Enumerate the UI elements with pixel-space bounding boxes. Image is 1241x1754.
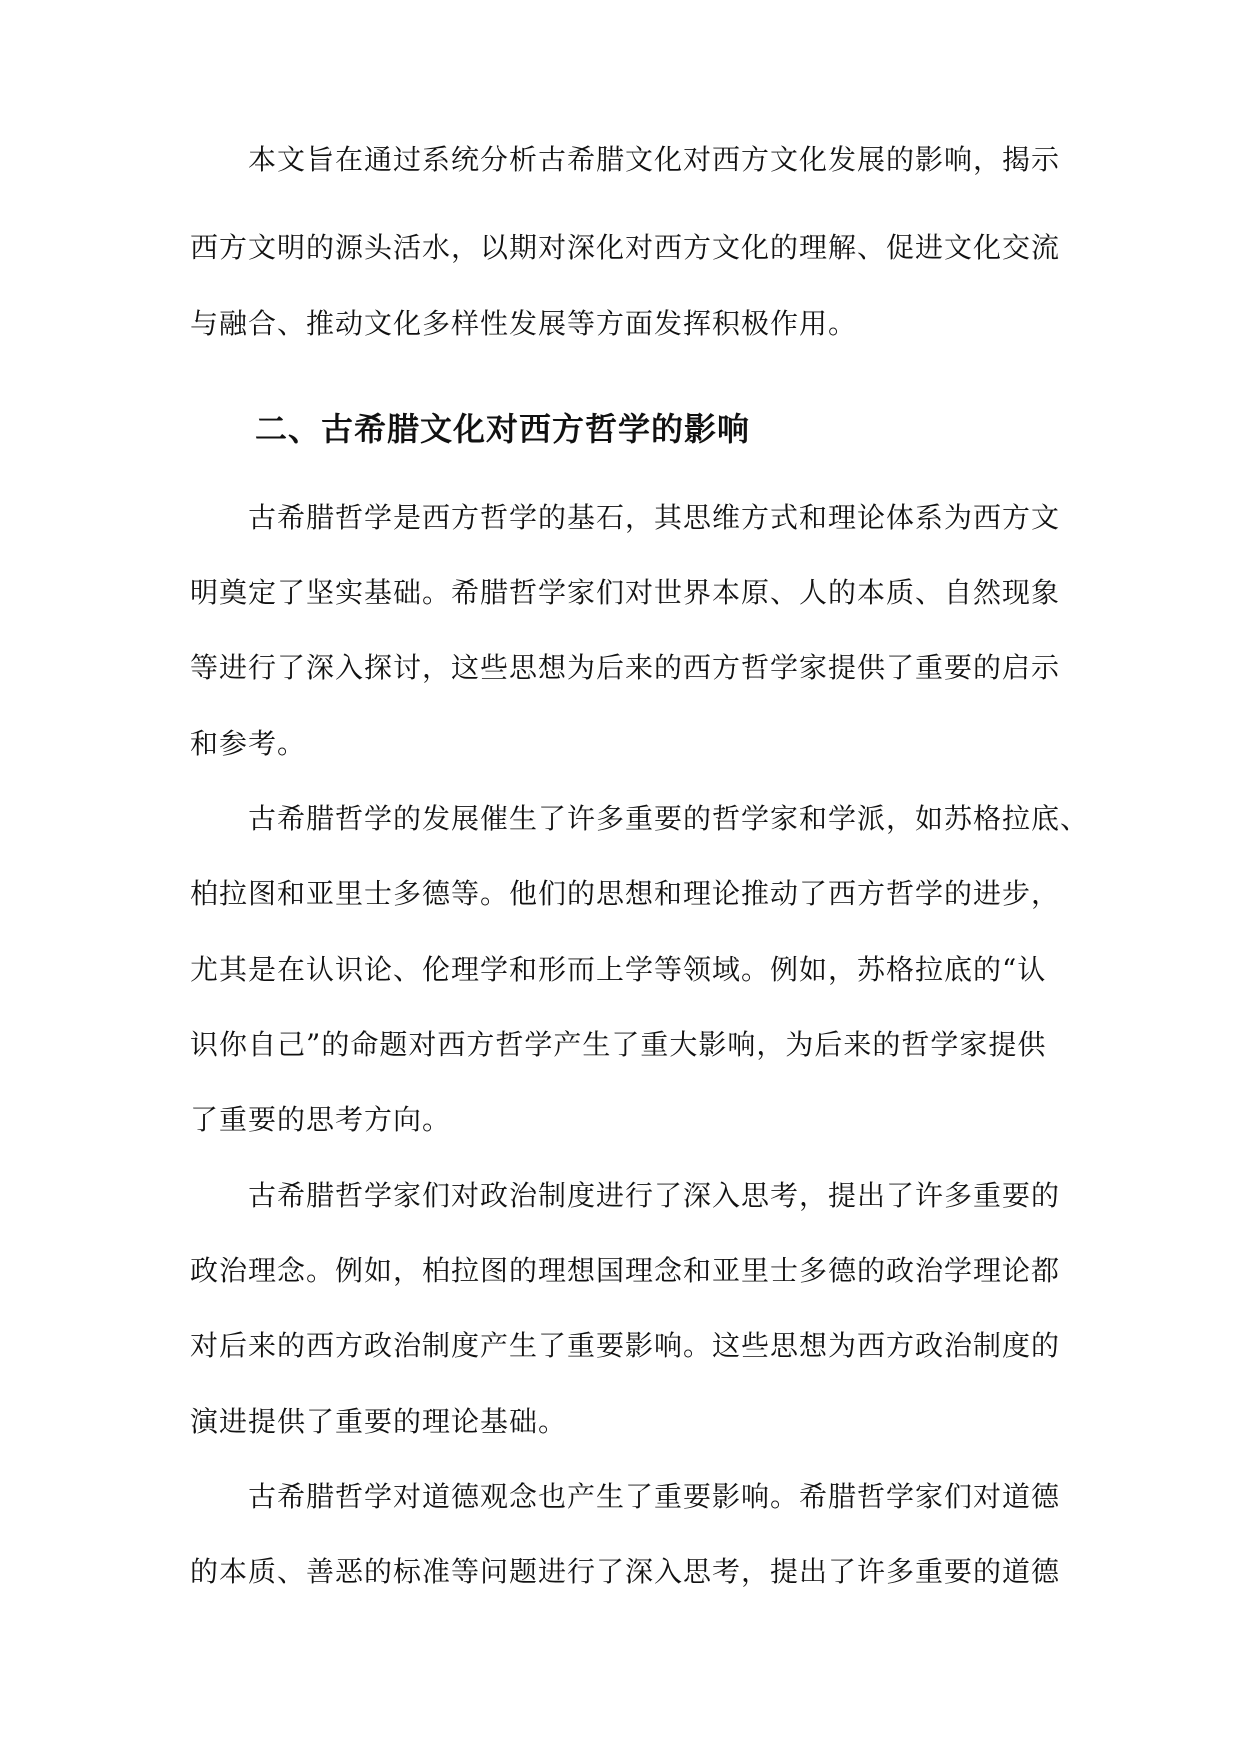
intro-line-3: 与融合、推动文化多样性发展等方面发挥积极作用。 bbox=[190, 307, 858, 340]
paragraph-3-line-3: 对后来的西方政治制度产生了重要影响。这些思想为西方政治制度的 bbox=[190, 1329, 1061, 1362]
paragraph-4-line-1: 古希腊哲学对道德观念也产生了重要影响。希腊哲学家们对道德 bbox=[248, 1480, 1061, 1513]
paragraph-2-line-2: 柏拉图和亚里士多德等。他们的思想和理论推动了西方哲学的进步， bbox=[190, 877, 1061, 910]
section-heading: 二、古希腊文化对西方哲学的影响 bbox=[255, 410, 751, 448]
intro-line-2: 西方文明的源头活水，以期对深化对西方文化的理解、促进文化交流 bbox=[190, 231, 1061, 264]
intro-line-1: 本文旨在通过系统分析古希腊文化对西方文化发展的影响，揭示 bbox=[248, 143, 1061, 176]
paragraph-2-line-3: 尤其是在认识论、伦理学和形而上学等领域。例如，苏格拉底的“认 bbox=[190, 953, 1047, 986]
paragraph-1-line-4: 和参考。 bbox=[190, 727, 307, 760]
paragraph-3-line-2: 政治理念。例如，柏拉图的理想国理念和亚里士多德的政治学理论都 bbox=[190, 1254, 1061, 1287]
paragraph-1-line-1: 古希腊哲学是西方哲学的基石，其思维方式和理论体系为西方文 bbox=[248, 501, 1061, 534]
paragraph-2-line-4: 识你自己”的命题对西方哲学产生了重大影响，为后来的哲学家提供 bbox=[190, 1028, 1047, 1061]
paragraph-1-line-2: 明奠定了坚实基础。希腊哲学家们对世界本原、人的本质、自然现象 bbox=[190, 576, 1061, 609]
paragraph-4-line-2: 的本质、善恶的标准等问题进行了深入思考，提出了许多重要的道德 bbox=[190, 1555, 1061, 1588]
paragraph-3-line-4: 演进提供了重要的理论基础。 bbox=[190, 1405, 568, 1438]
paragraph-1-line-3: 等进行了深入探讨，这些思想为后来的西方哲学家提供了重要的启示 bbox=[190, 651, 1061, 684]
paragraph-2-line-1: 古希腊哲学的发展催生了许多重要的哲学家和学派，如苏格拉底、 bbox=[248, 802, 1090, 835]
paragraph-2-line-5: 了重要的思考方向。 bbox=[190, 1103, 452, 1136]
paragraph-3-line-1: 古希腊哲学家们对政治制度进行了深入思考，提出了许多重要的 bbox=[248, 1179, 1061, 1212]
